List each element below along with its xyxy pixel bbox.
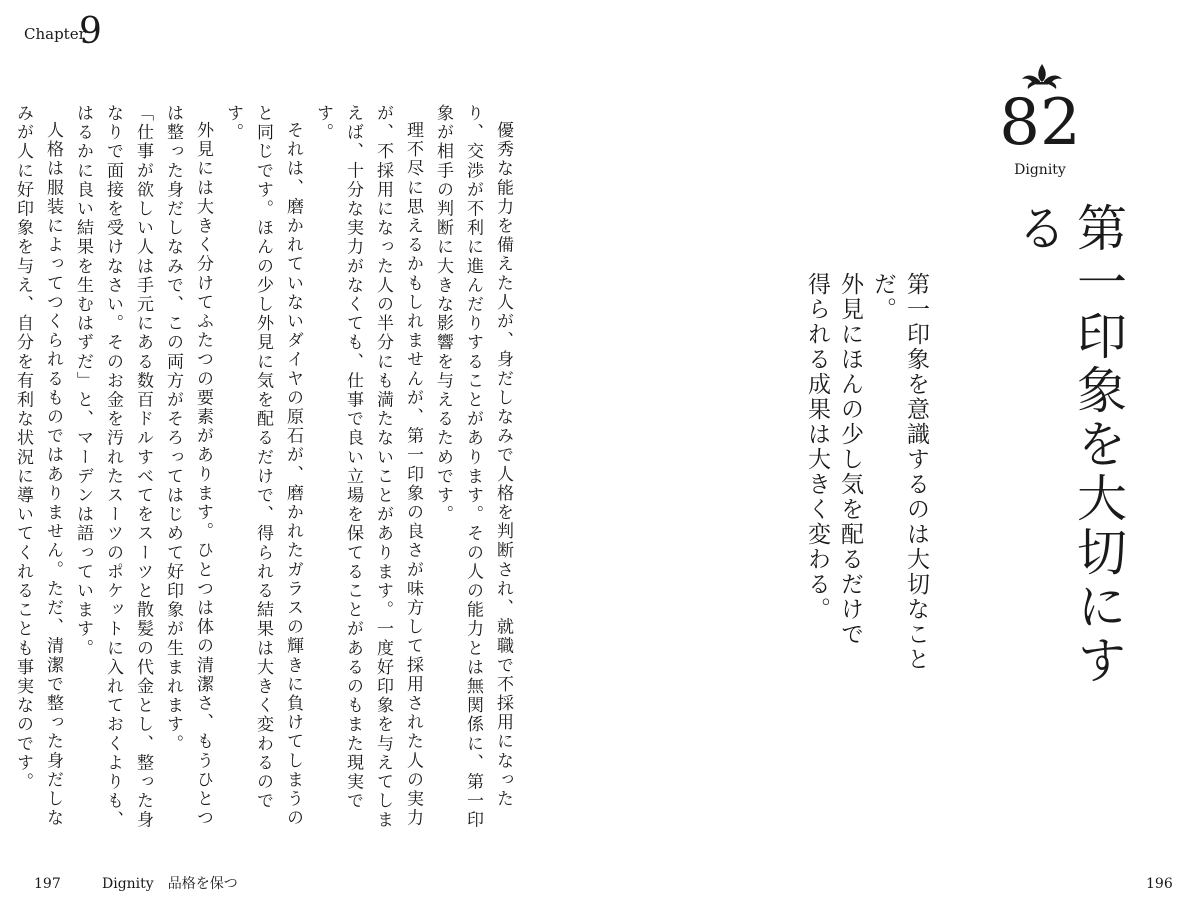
- page-number-right: 196: [1146, 876, 1173, 892]
- lead-line: 第一印象を意識するのは大切なことだ。: [870, 272, 929, 672]
- body-paragraph: 外見には大きく分けてふたつの要素があります。ひとつは体の清潔さ、もうひとつは整った身だしなみで、この両方がそろってはじめて好印象が生まれます。: [163, 104, 213, 828]
- chapter-label: Chapter: [24, 25, 86, 43]
- body-text: [13, 104, 518, 844]
- body-paragraph: 理不尽に思えるかもしれませんが、第一印象の良さが味方して採用された人の実力が、不採用になった人の半分にも満たないことがあります。一度好印象を与えてしまえば、十分な実力がなくても、仕事で良い立場を保てることがあるのもまた現実です。: [313, 104, 423, 830]
- body-paragraph: 「仕事が欲しい人は手元にある数百ドルすべてをスーツと散髪の代金とし、整った身なりで面接を受けなさい。そのお金を汚れたスーツのポケットに入れておくよりも、はるかに良い結果を生むはずだ」と、マーデンは語っています。: [73, 104, 153, 830]
- lead-line: 外見にほんの少し気を配るだけで: [837, 272, 863, 647]
- lead-text: [800, 272, 932, 712]
- body-paragraph: 人格は服装によってつくられるものではありません。ただ、清潔で整った身だしなみが人に好印象を与え、自分を有利な状況に導いてくれることも事実なのです。: [13, 104, 63, 828]
- entry-subtitle: Dignity: [1014, 162, 1066, 178]
- chapter-number: 9: [79, 11, 102, 52]
- lead-line: 得られる成果は大きく変わる。: [804, 272, 830, 622]
- body-paragraph: それは、磨かれていないダイヤの原石が、磨かれたガラスの輝きに負けてしまうのと同じです。ほんの少し外見に気を配るだけで、得られる結果は大きく変わるのです。: [223, 104, 303, 828]
- body-paragraph: 優秀な能力を備えた人が、身だしなみで人格を判断され、就職で不採用になったり、交渉が不利に進んだりすることがあります。その人の能力とは無関係に、第一印象が相手の判断に大きな影響を与えるためです。: [433, 104, 513, 830]
- entry-title: 第一印象を大切にする: [1009, 202, 1127, 688]
- running-head: Dignity 品格を保つ: [102, 876, 238, 892]
- page-number-left: 197: [34, 876, 61, 892]
- entry-number: 82: [999, 86, 1081, 160]
